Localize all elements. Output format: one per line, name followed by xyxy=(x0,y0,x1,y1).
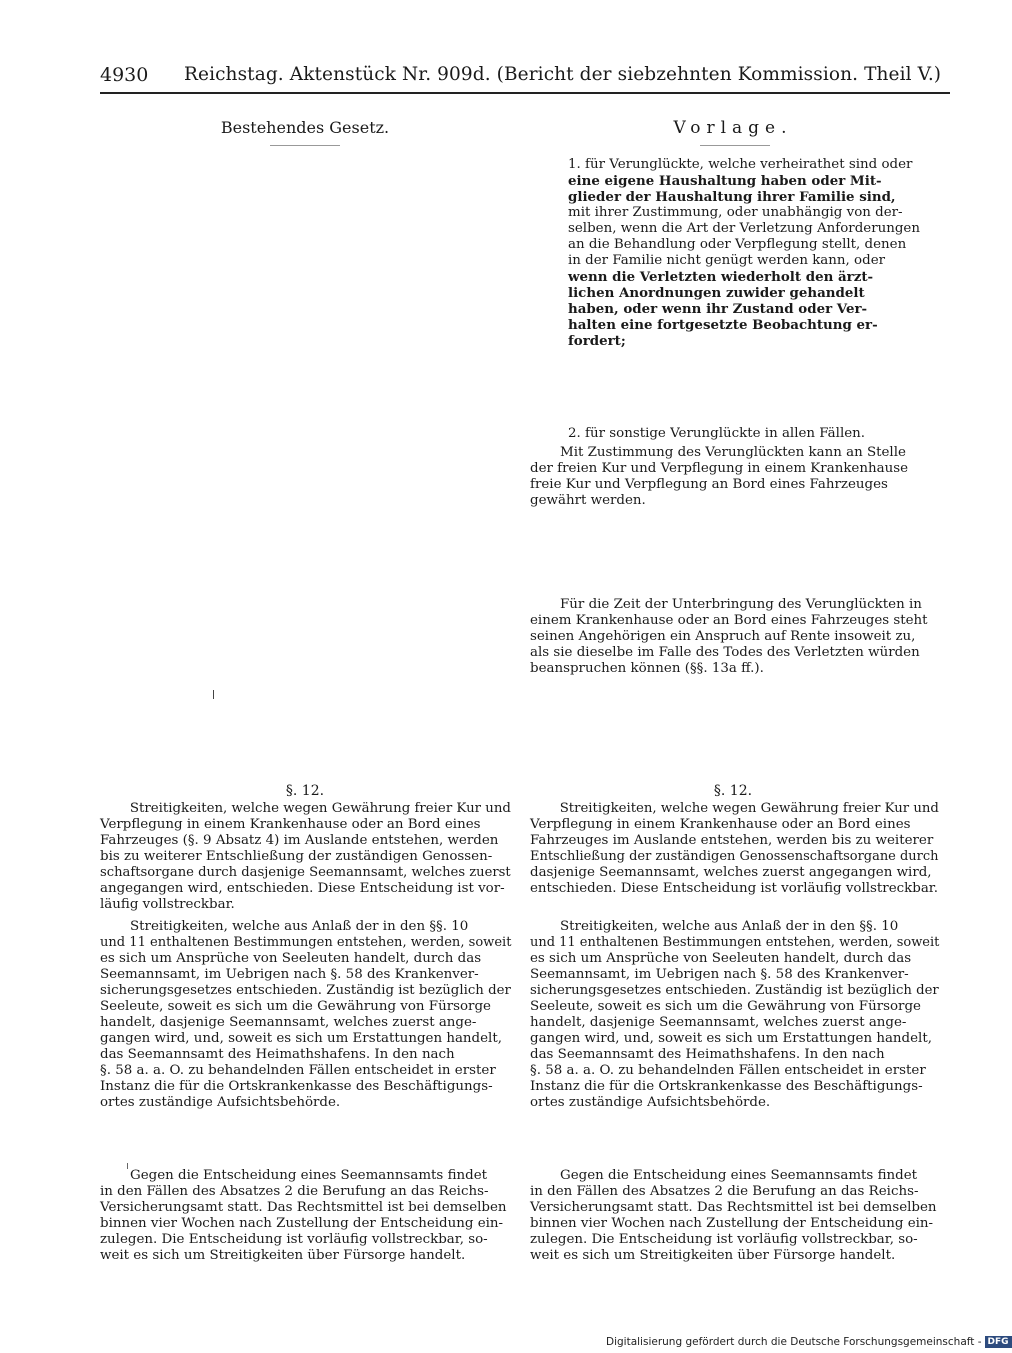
text-line: einem Krankenhause oder an Bord eines Fahrzeuges steht xyxy=(530,613,928,628)
text-line: Streitigkeiten, welche aus Anlaß der in den §§. 10 xyxy=(130,919,469,934)
text-line: Gegen die Entscheidung eines Seemannsamts findet xyxy=(560,1168,917,1183)
text-line: weit es sich um Streitigkeiten über Fürsorge handelt. xyxy=(530,1248,896,1263)
text-line: handelt, dasjenige Seemannsamt, welches zuerst ange- xyxy=(100,1015,477,1030)
text-line: das Seemannsamt des Heimathshafens. In den nach xyxy=(530,1047,885,1062)
text-line: fordert; xyxy=(568,333,626,349)
text-line: es sich um Ansprüche von Seeleuten handelt, durch das xyxy=(530,951,912,966)
print-mark xyxy=(213,690,214,699)
vorlage-paragraph-zustimmung xyxy=(530,445,940,509)
text-line: eine eigene Haushaltung haben oder Mit- xyxy=(568,173,882,189)
text-line: sicherungsgesetzes entschieden. Zuständig ist bezüglich der xyxy=(100,983,511,998)
text-line: Fahrzeuges im Auslande entstehen, werden bis zu weiterer xyxy=(530,833,934,848)
text-line: handelt, dasjenige Seemannsamt, welches zuerst ange- xyxy=(530,1015,907,1030)
text-line: selben, wenn die Art der Verletzung Anforderungen xyxy=(568,221,920,236)
text-line: Streitigkeiten, welche wegen Gewährung freier Kur und xyxy=(559,801,939,816)
text-line: Verpflegung in einem Krankenhause oder an Bord eines xyxy=(530,817,911,832)
text-line: ortes zuständige Aufsichtsbehörde. xyxy=(530,1095,771,1110)
text-line: binnen vier Wochen nach Zustellung der Entscheidung ein- xyxy=(530,1216,934,1231)
text-line: der freien Kur und Verpflegung in einem Krankenhause xyxy=(530,461,909,476)
vorlage-item-2 xyxy=(568,426,940,442)
text-line: beanspruchen können (§§. 13a ff.). xyxy=(530,661,764,676)
text-line: entschieden. Diese Entscheidung ist vorläufig vollstreckbar. xyxy=(530,881,938,896)
text-line: Versicherungsamt statt. Das Rechtsmittel ist bei demselben xyxy=(100,1200,507,1215)
text-line: §. 58 a. a. O. zu behandelnden Fällen entscheidet in erster xyxy=(530,1063,926,1078)
right-heading-rule xyxy=(700,145,770,146)
text-line: Streitigkeiten, welche wegen Gewährung freier Kur und xyxy=(129,801,511,816)
text-line: es sich um Ansprüche von Seeleuten handelt, durch das xyxy=(100,951,482,966)
text-line: gewährt werden. xyxy=(530,493,646,508)
text-line: Fahrzeuges (§. 9 Absatz 4) im Auslande entstehen, werden xyxy=(100,833,499,848)
left-section-label: §. 12. xyxy=(285,783,325,799)
footer-text: Digitalisierung gefördert durch die Deutsche Forschungsgemeinschaft - xyxy=(606,1336,982,1348)
text-line: gangen wird, und, soweit es sich um Erstattungen handelt, xyxy=(100,1031,502,1046)
right-section-label: §. 12. xyxy=(713,783,753,799)
text-line: binnen vier Wochen nach Zustellung der Entscheidung ein- xyxy=(100,1216,504,1231)
text-line: in den Fällen des Absatzes 2 die Berufung an das Reichs- xyxy=(100,1184,489,1199)
text-line: läufig vollstreckbar. xyxy=(100,897,235,912)
text-line: angegangen wird, entschieden. Diese Entscheidung ist vor- xyxy=(100,881,505,896)
page-number: 4930 xyxy=(100,64,149,86)
text-line: §. 58 a. a. O. zu behandelnden Fällen entscheidet in erster xyxy=(100,1063,496,1078)
header-rule xyxy=(100,92,950,94)
text-line: Gegen die Entscheidung eines Seemannsamts findet xyxy=(130,1168,487,1183)
text-line: halten eine fortgesetzte Beobachtung er- xyxy=(568,317,878,333)
text-line: zulegen. Die Entscheidung ist vorläufig vollstreckbar, so- xyxy=(530,1232,918,1247)
text-line: in den Fällen des Absatzes 2 die Berufung an das Reichs- xyxy=(530,1184,919,1199)
text-line: wenn die Verletzten wiederholt den ärzt- xyxy=(568,269,874,285)
text-line: gangen wird, und, soweit es sich um Erstattungen handelt, xyxy=(530,1031,932,1046)
digitization-footer xyxy=(606,1336,1012,1348)
text-line: Für die Zeit der Unterbringung des Verunglückten in xyxy=(560,597,922,612)
text-line: Entschließung der zuständigen Genossenschaftsorgane durch xyxy=(530,849,939,864)
text-line: und 11 enthaltenen Bestimmungen entstehen, werden, soweit xyxy=(100,935,512,950)
text-line: Mit Zustimmung des Verunglückten kann an Stelle xyxy=(560,445,906,460)
text-line: sicherungsgesetzes entschieden. Zuständig ist bezüglich der xyxy=(530,983,939,998)
right-paragraph-2 xyxy=(530,919,940,1111)
text-line: an die Behandlung oder Verpflegung stellt, denen xyxy=(568,237,907,252)
text-line: und 11 enthaltenen Bestimmungen entstehen, werden, soweit xyxy=(530,935,940,950)
text-line: dasjenige Seemannsamt, welches zuerst angegangen wird, xyxy=(530,865,932,880)
text-line: schaftsorgane durch dasjenige Seemannsamt, welches zuerst xyxy=(100,865,511,880)
left-paragraph-3 xyxy=(100,1168,512,1264)
left-paragraph-1 xyxy=(100,801,512,913)
text-line: mit ihrer Zustimmung, oder unabhängig von der- xyxy=(568,205,903,220)
text-line: haben, oder wenn ihr Zustand oder Ver- xyxy=(568,301,868,317)
text-line: in der Familie nicht genügt werden kann, oder xyxy=(568,253,886,268)
text-line: Streitigkeiten, welche aus Anlaß der in den §§. 10 xyxy=(560,919,899,934)
left-heading-rule xyxy=(270,145,340,146)
right-paragraph-1 xyxy=(530,801,940,897)
text-line: Seeleute, soweit es sich um die Gewährung von Fürsorge xyxy=(530,999,921,1014)
text-line: Seeleute, soweit es sich um die Gewährung von Fürsorge xyxy=(100,999,491,1014)
left-paragraph-2 xyxy=(100,919,512,1111)
right-paragraph-3 xyxy=(530,1168,940,1264)
text-line: Seemannsamt, im Uebrigen nach §. 58 des Krankenver- xyxy=(530,967,909,982)
right-column-heading: Vorlage. xyxy=(673,118,793,138)
vorlage-item-1 xyxy=(568,157,940,349)
text-line: bis zu weiterer Entschließung der zuständigen Genossen- xyxy=(100,849,493,864)
vorlage-paragraph-unterbringung xyxy=(530,597,940,677)
page-title: Reichstag. Aktenstück Nr. 909d. (Bericht der siebzehnten Kommission. Theil V.) xyxy=(184,64,942,85)
text-line: 1. für Verunglückte, welche verheirathet sind oder xyxy=(568,157,913,172)
text-line: Verpflegung in einem Krankenhause oder an Bord eines xyxy=(100,817,481,832)
text-line: weit es sich um Streitigkeiten über Fürsorge handelt. xyxy=(100,1248,466,1263)
text-line: Instanz die für die Ortskrankenkasse des Beschäftigungs- xyxy=(100,1079,493,1094)
text-line: das Seemannsamt des Heimathshafens. In den nach xyxy=(100,1047,455,1062)
text-line: Instanz die für die Ortskrankenkasse des Beschäftigungs- xyxy=(530,1079,923,1094)
text-line: als sie dieselbe im Falle des Todes des Verletzten würden xyxy=(530,645,920,660)
text-line: freie Kur und Verpflegung an Bord eines Fahrzeuges xyxy=(530,477,888,492)
dfg-logo: DFG xyxy=(985,1336,1012,1348)
text-line: Seemannsamt, im Uebrigen nach §. 58 des Krankenver- xyxy=(100,967,479,982)
text-line: 2. für sonstige Verunglückte in allen Fällen. xyxy=(568,426,866,441)
text-line: seinen Angehörigen ein Anspruch auf Rente insoweit zu, xyxy=(530,629,916,644)
text-line: Versicherungsamt statt. Das Rechtsmittel ist bei demselben xyxy=(530,1200,937,1215)
text-line: glieder der Haushaltung ihrer Familie sind, xyxy=(568,189,896,205)
text-line: zulegen. Die Entscheidung ist vorläufig vollstreckbar, so- xyxy=(100,1232,488,1247)
text-line: ortes zuständige Aufsichtsbehörde. xyxy=(100,1095,341,1110)
left-column-heading: Bestehendes Gesetz. xyxy=(220,118,390,137)
page-header xyxy=(100,64,950,94)
text-line: lichen Anordnungen zuwider gehandelt xyxy=(568,285,865,301)
